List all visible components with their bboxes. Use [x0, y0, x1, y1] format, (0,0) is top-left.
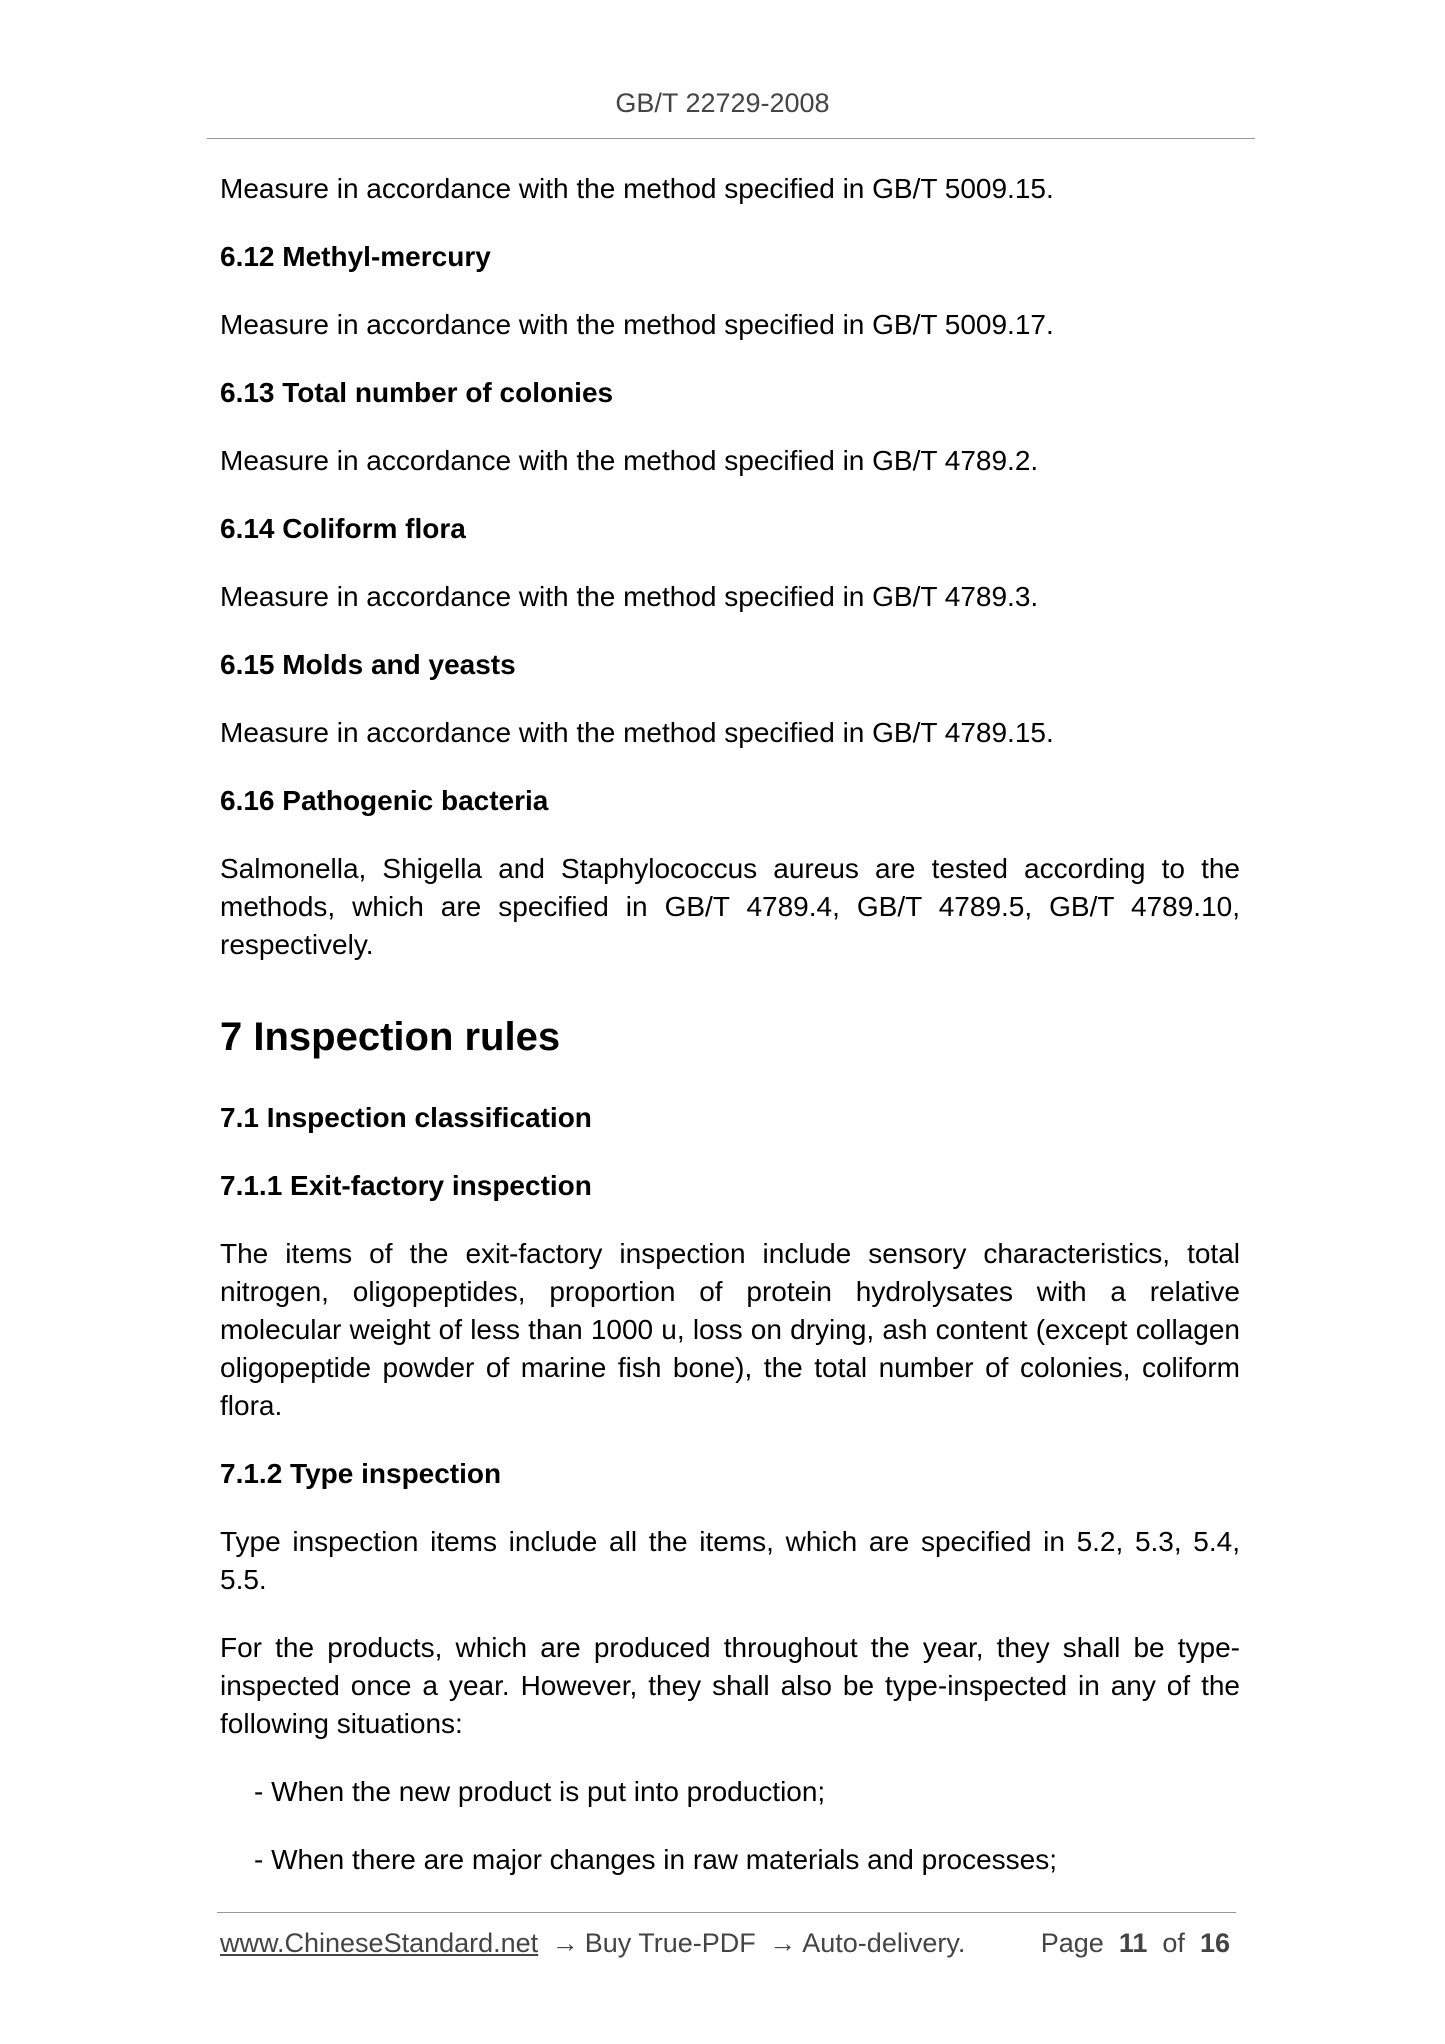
heading-6-15: 6.15 Molds and yeasts — [220, 649, 516, 680]
page-number: 11 — [1118, 1928, 1148, 1958]
of-label: of — [1162, 1928, 1185, 1958]
page-label: Page — [1040, 1928, 1104, 1958]
heading-7: 7 Inspection rules — [220, 1015, 561, 1059]
arrow-right-icon: → — [769, 1928, 797, 1958]
heading-6-12: 6.12 Methyl-mercury — [220, 241, 491, 272]
heading-7-1: 7.1 Inspection classification — [220, 1102, 592, 1133]
page-total: 16 — [1199, 1928, 1230, 1958]
paragraph-6-14: Measure in accordance with the method specified in GB/T 4789.3. — [220, 581, 1039, 612]
heading-6-13: 6.13 Total number of colonies — [220, 377, 614, 408]
arrow-right-icon: → — [551, 1928, 579, 1958]
paragraph-7-1-1: The items of the exit-factory inspection include sensory characteristics, total nitrogen, oligopeptides, proportion of protein hydrolysates with a relative molecular weight of less than 1000 u, loss on drying, ash content (except collagen oligopeptide powder of marine fish bone), the total number of colonies, coliform flora. — [220, 1238, 1240, 1421]
heading-6-14: 6.14 Coliform flora — [220, 513, 466, 544]
heading-7-1-1: 7.1.1 Exit-factory inspection — [220, 1170, 592, 1201]
list-item: - When the new product is put into production; — [254, 1776, 826, 1807]
paragraph-6-12: Measure in accordance with the method specified in GB/T 5009.17. — [220, 309, 1054, 340]
paragraph-6-13: Measure in accordance with the method specified in GB/T 4789.2. — [220, 445, 1039, 476]
page-header-title: GB/T 22729-2008 — [615, 88, 830, 118]
buy-true-pdf-text: Buy True-PDF — [584, 1928, 756, 1958]
paragraph-6-15: Measure in accordance with the method specified in GB/T 4789.15. — [220, 717, 1054, 748]
footer-divider — [217, 1912, 1236, 1913]
website-link[interactable]: www.ChineseStandard.net — [220, 1928, 539, 1958]
list-item: - When there are major changes in raw materials and processes; — [254, 1844, 1058, 1875]
page-footer — [220, 1928, 1230, 1968]
footer-left — [220, 1928, 965, 1959]
header-divider — [207, 138, 1255, 139]
paragraph-6-16: Salmonella, Shigella and Staphylococcus aureus are tested according to the methods, which are specified in GB/T 4789.4, GB/T 4789.5, GB/T 4789.10, respectively. — [220, 853, 1240, 960]
paragraph-7-1-2-b: For the products, which are produced throughout the year, they shall be type-inspected once a year. However, they shall also be type-inspected in any of the following situations: — [220, 1632, 1240, 1739]
paragraph-7-1-2-a: Type inspection items include all the items, which are specified in 5.2, 5.3, 5.4, 5.5. — [220, 1526, 1240, 1595]
page-indicator — [1041, 1928, 1230, 1959]
paragraph-6-11: Measure in accordance with the method specified in GB/T 5009.15. — [220, 173, 1054, 204]
auto-delivery-text: Auto-delivery. — [802, 1928, 966, 1958]
heading-6-16: 6.16 Pathogenic bacteria — [220, 785, 549, 816]
document-body — [220, 170, 1240, 1909]
heading-7-1-2: 7.1.2 Type inspection — [220, 1458, 502, 1489]
